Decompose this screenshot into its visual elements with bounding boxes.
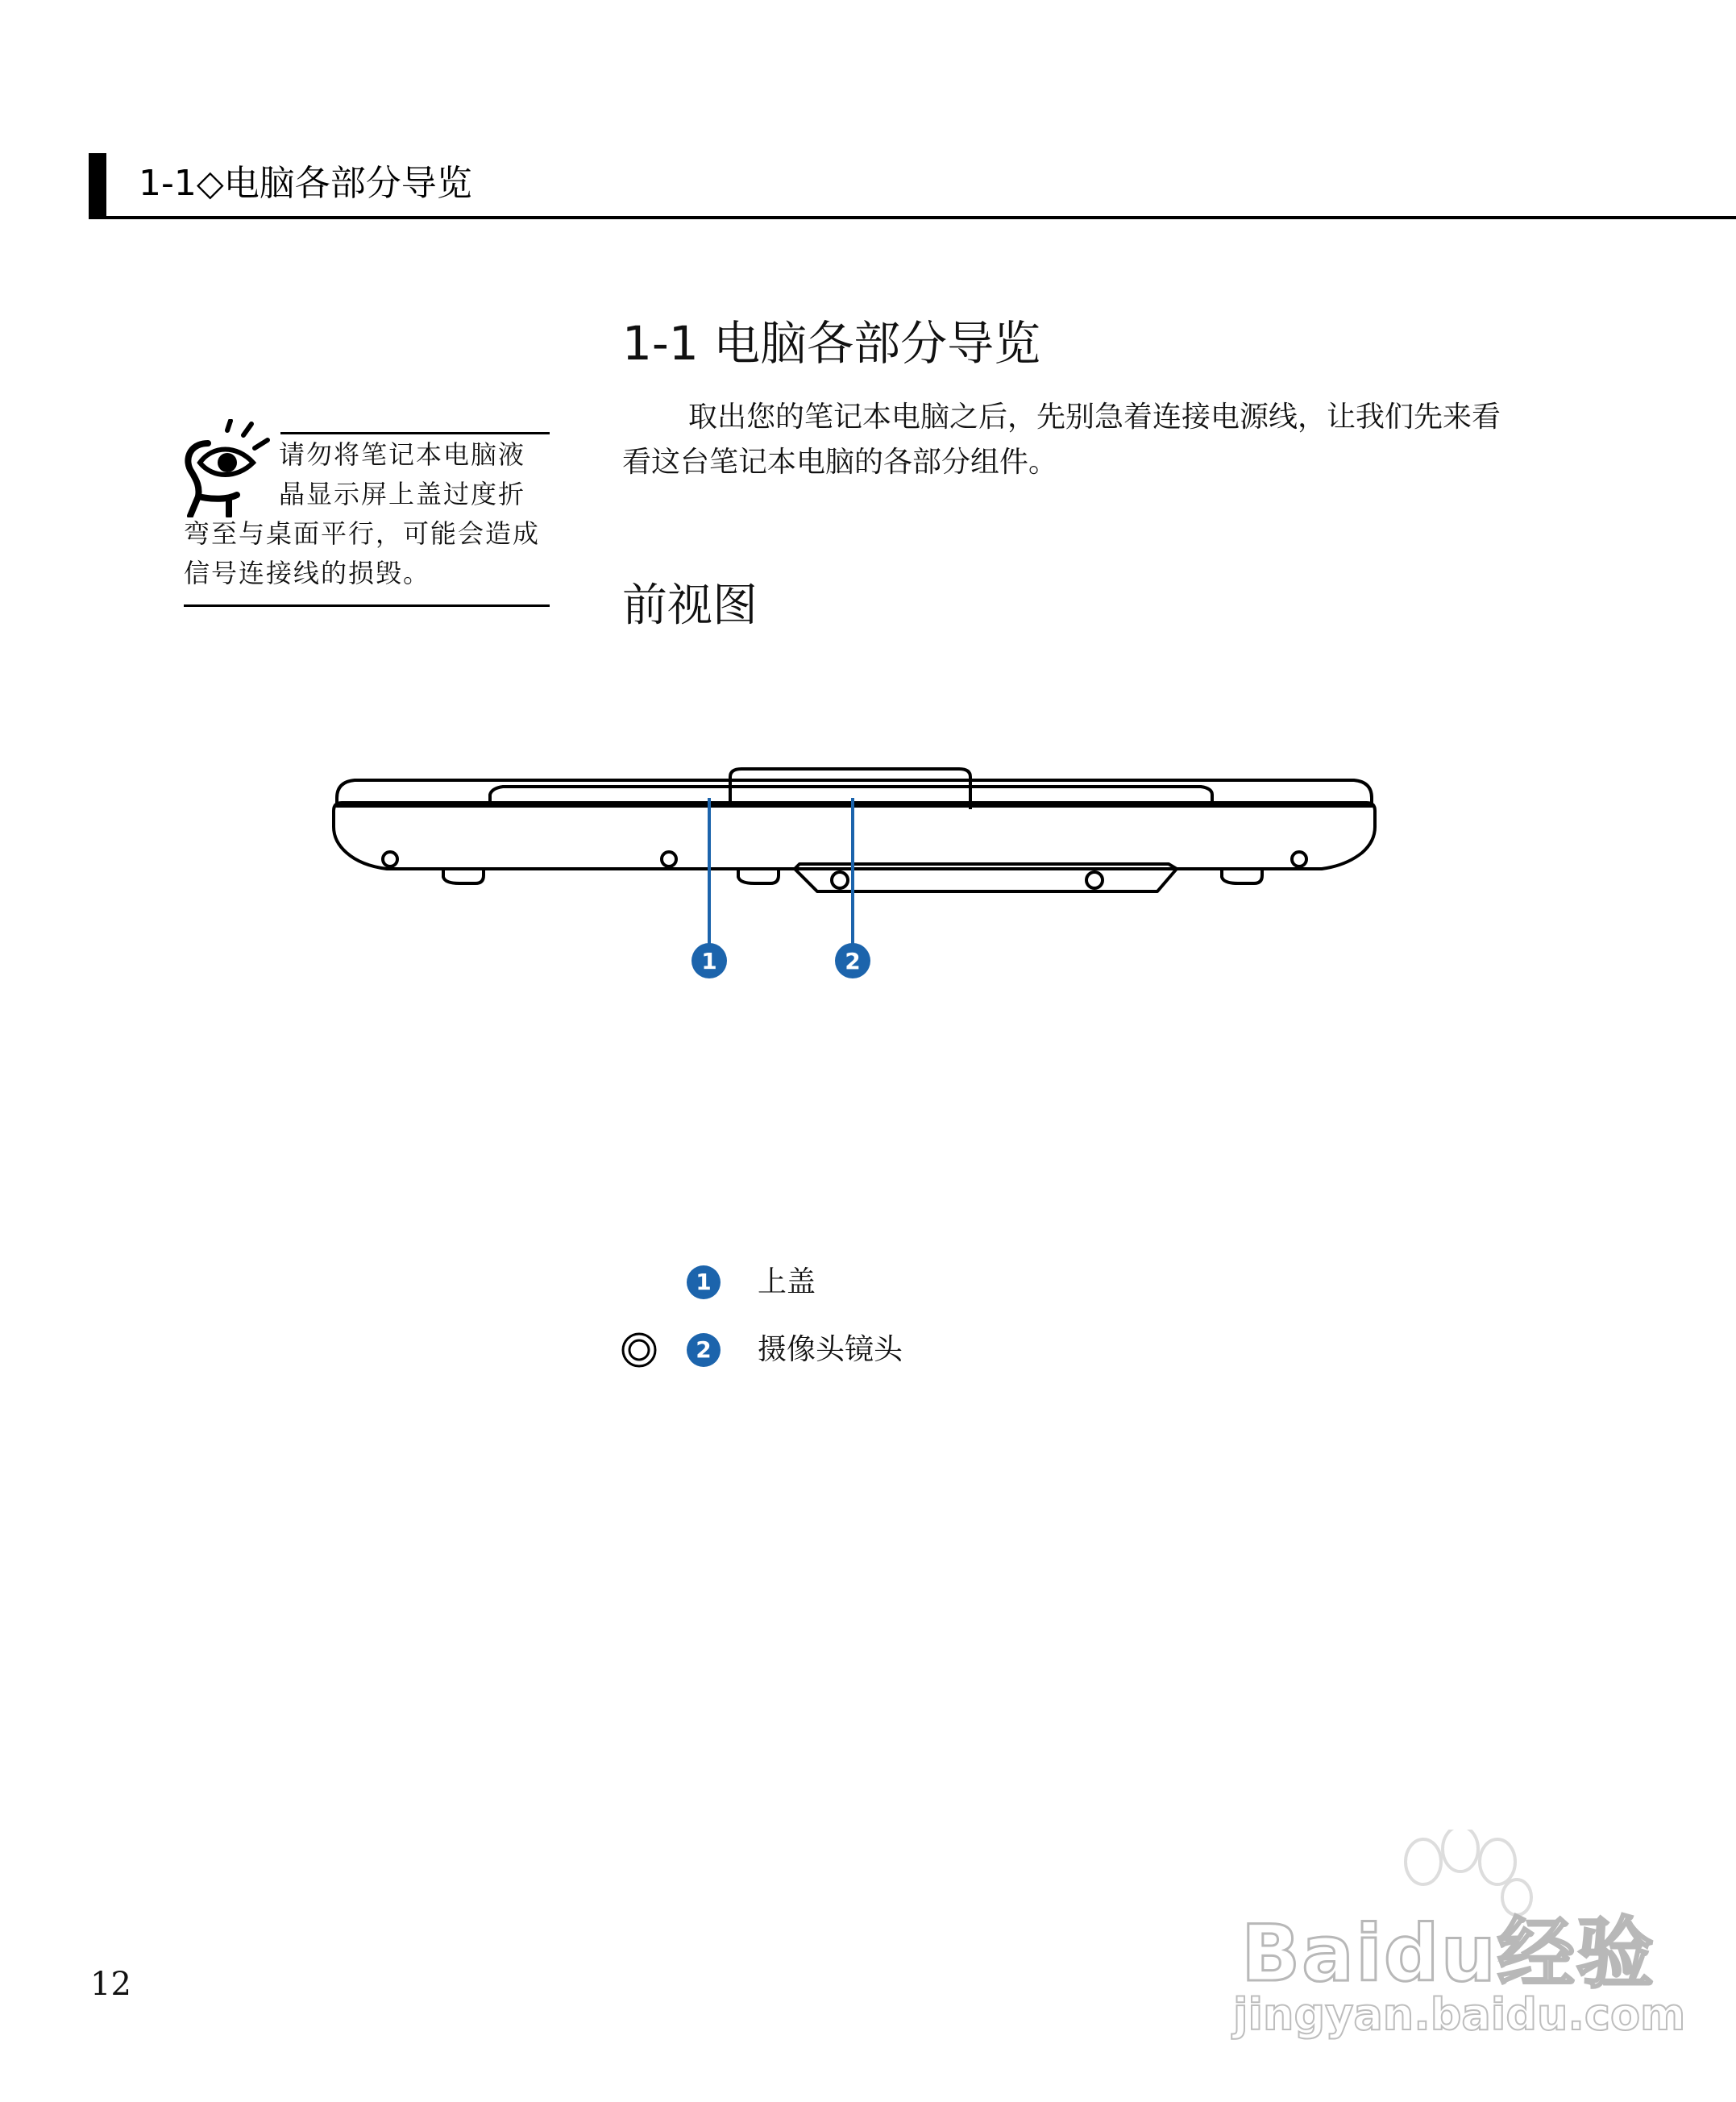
laptop-front-illustration [322,766,1386,991]
note-bottom-rule [184,604,550,607]
legend-label-lid: 上盖 [758,1265,816,1298]
intro-paragraph: 取出您的笔记本电脑之后，先别急着连接电源线，让我们先来看看这台笔记本电脑的各部分组件。 [622,401,1501,479]
callout-2-number: 2 [845,948,861,974]
note-top-rule [280,432,550,434]
callout-badge-1 [691,943,727,978]
legend-badge-1: 1 [687,1265,721,1299]
page-number: 12 [90,1966,131,2003]
section-header-title: 1-1◇电脑各部分导览 [139,163,472,204]
callout-badge-2 [835,943,870,978]
double-circle-icon [621,1331,658,1369]
legend-label-camera-lens: 摄像头镜头 [758,1333,903,1366]
callout-1-number: 1 [701,948,717,974]
page-title: 1-1 电脑各部分导览 [622,316,1041,371]
watermark-brand: Baidu经验 [1241,1909,1655,1999]
legend-badge-2: 2 [687,1333,721,1367]
watermark-url: jingyan.baidu.com [1233,1989,1686,2040]
note-text: 请勿将笔记本电脑液晶显示屏上盖过度折弯至与桌面平行，可能会造成信号连接线的损毁。 [184,439,541,588]
header-bar [89,153,106,218]
front-view-heading: 前视图 [622,580,758,632]
header-rule [89,216,1736,219]
